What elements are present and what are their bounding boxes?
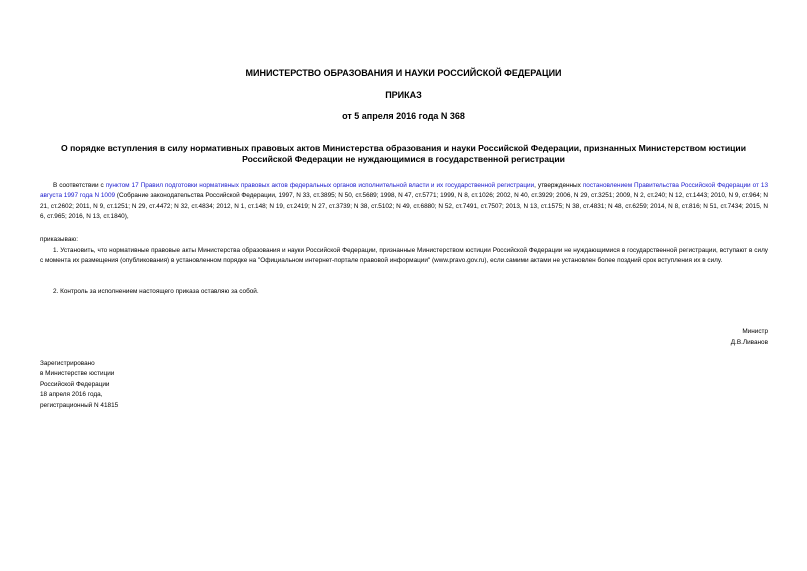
registration-line: Зарегистрировано [40, 360, 95, 367]
rules-link[interactable]: пунктом 17 Правил подготовки нормативных правовых актов федеральных органов исполнительной власти и их государственной регистрации [105, 182, 535, 189]
registration-block [40, 359, 118, 411]
signer-role: Министр [742, 328, 768, 335]
document-subject: О порядке вступления в силу нормативных правовых актов Министерства образования и науки Российской Федерации, признанных Министерством юстиции Российской Федерации не нуждающимися в государственной регистрации [61, 143, 746, 164]
registration-line: регистрационный N 41815 [40, 401, 119, 409]
intro-suffix: (Собрание законодательства Российской Федерации, 1997, N 33, ст.3895; N 50, ст.5689; 1998, N 47, ст.5771; 1999, N 8, ст.1026; 2002, N 40, ст.3929; 2006, N 29, ст.3251; 2009, N 2, ст.240; N 12, ст.1443; 2010, N 9, ст.964; N 21, ст.2602; 2011, N 9, ст.1251; N 29, ст.4472; N 32, ст.4834; 2012, N 1, ст.148; N 19, ст.2419; N 27, ст.3739; N 38, ст.5102; N 49, ст.6880; N 52, ст.7491, ст.7507; 2013, N 13, ст.1575; N 38, ст.4831; N 48, ст.6259; 2014, N 8, ст.816; N 51, ст.7434; 2015, N 6, ст.965; 2016, N 13, ст.1840), [40, 192, 768, 221]
item-2-paragraph: 2. Контроль за исполнением настоящего приказа оставляю за собой. [53, 288, 259, 295]
intro-paragraph [40, 181, 768, 223]
resolution-link[interactable]: постановлением Правительства Российской Федерации от 13 августа 1997 года N 1009 [40, 182, 769, 200]
signer-name: Д.В.Ливанов [730, 339, 768, 346]
item-1-paragraph: 1. Установить, что нормативные правовые акты Министерства образования и науки Российской Федерации, признанные Министерством юстиции Российской Федерации не нуждающимися в государственной регистрации, вступают в силу с момента их размещения (опубликования) в установленном порядке на "Официальном интернет-портале правовой информации" (www.pravo.gov.ru), если самими актами не установлен более поздний срок вступления их в силу. [40, 247, 768, 265]
intro-middle: , утвержденных [534, 182, 583, 189]
registration-line: в Министерстве юстиции [40, 370, 115, 378]
registration-line: 18 апреля 2016 года, [40, 391, 103, 399]
date-number-line: от 5 апреля 2016 года N 368 [342, 111, 465, 121]
order-word: приказываю: [40, 236, 78, 243]
ministry-title: МИНИСТЕРСТВО ОБРАЗОВАНИЯ И НАУКИ РОССИЙСКОЙ ФЕДЕРАЦИИ [245, 68, 562, 78]
registration-line: Российской Федерации [40, 380, 110, 388]
doc-type-title: ПРИКАЗ [385, 90, 422, 100]
intro-prefix: В соответствии с [53, 182, 106, 189]
